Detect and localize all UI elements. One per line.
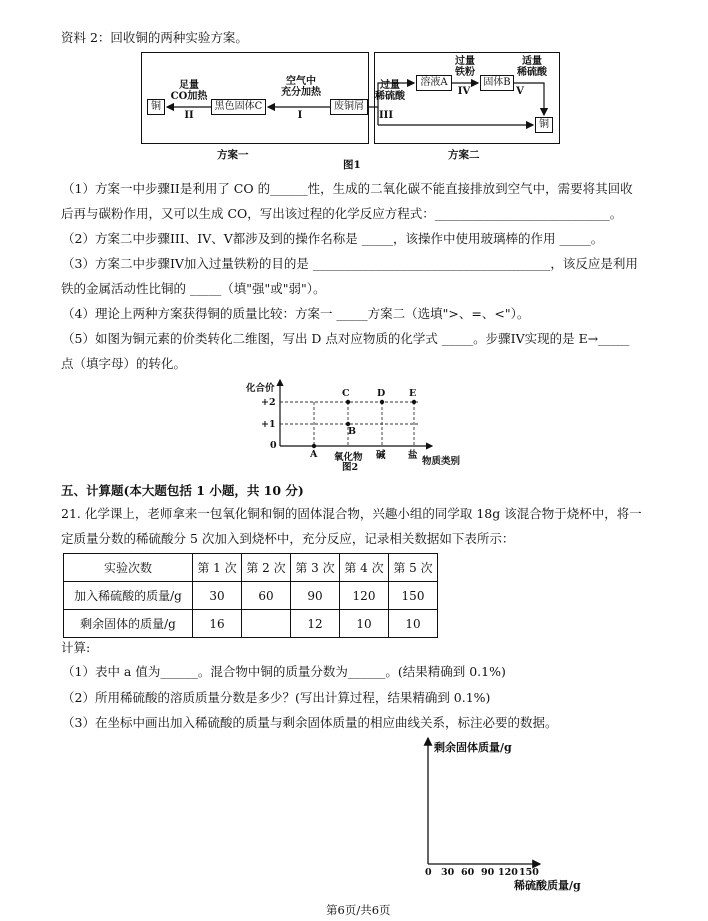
page-footer: 第6页/共6页 [326, 903, 391, 917]
fig2-ytick-1: +1 [261, 419, 276, 430]
box-black-solid: 黑色固体C [211, 99, 266, 115]
section-intro: 资料 2：回收铜的两种实验方案。 [61, 30, 248, 45]
q5-line1: （5）如图为铜元素的价类转化二维图，写出 D 点对应物质的化学式 _____。步骤IV实现的是 E→_____ [62, 331, 630, 346]
fig2-xlabel: 物质类别 [422, 456, 461, 467]
box-solid-b: 固体B [480, 75, 514, 91]
fig2-point-label-b: B [348, 426, 357, 437]
fig3-xtick: 0 [425, 867, 432, 878]
fig3-xtick: 60 [461, 867, 475, 878]
plan2-caption: 方案二 [448, 149, 480, 161]
fig3-xtick: 120 [498, 867, 518, 878]
step5-label: 适量 稀硫酸 [517, 56, 547, 78]
step4-num: IV [457, 86, 471, 97]
fig2-xcat-base: 碱 [376, 450, 386, 461]
fig3-xlabel: 稀硫酸质量/g [514, 879, 581, 892]
table-cell: 16 [193, 610, 242, 638]
table-cell: 12 [291, 610, 340, 638]
fig3-xtick: 30 [441, 867, 455, 878]
fig2-ylabel: 化合价 [246, 383, 275, 394]
q21-line2: 定质量分数的稀硫酸分 5 次加入到烧杯中，充分反应，记录相关数据如下表所示： [61, 531, 515, 546]
table-cell: 加入稀硫酸的质量/g [64, 582, 193, 610]
box-scrap-copper: 废铜屑 [330, 99, 368, 115]
fig2-xcat-salt: 盐 [408, 450, 418, 461]
q3-line1: （3）方案二中步骤IV加入过量铁粉的目的是 ______________________________________，该反应是利用 [62, 256, 638, 271]
fig3-xtick: 90 [481, 867, 495, 878]
fig3-ylabel: 剩余固体质量/g [434, 741, 512, 754]
q1-line2: 后再与碳粉作用，又可以生成 CO，写出该过程的化学反应方程式：____________________________。 [61, 206, 623, 221]
step3-num: III [378, 110, 394, 121]
fig2-ytick-2: +2 [261, 397, 276, 408]
table-header-cell: 第 5 次 [389, 554, 438, 582]
table-cell: 30 [193, 582, 242, 610]
q2-line: （2）方案二中步骤III、IV、V都涉及到的操作名称是 _____，该操作中使用玻璃棒的作用 _____。 [62, 231, 604, 246]
fig2-caption: 图2 [342, 462, 359, 473]
fig2-ytick-0: 0 [270, 440, 277, 451]
fig2-point-label-c: C [342, 388, 350, 399]
table-header-cell: 第 3 次 [291, 554, 340, 582]
table-cell: 60 [242, 582, 291, 610]
step1-num: I [297, 110, 303, 121]
step4-label: 过量 铁粉 [455, 56, 475, 78]
table-cell: 10 [340, 610, 389, 638]
q1-line1: （1）方案一中步骤II是利用了 CO 的______性，生成的二氧化碳不能直接排放到空气中，需要将其回收 [62, 181, 633, 196]
table-cell: 90 [291, 582, 340, 610]
box-copper-2: 铜 [535, 117, 553, 133]
calc-label: 计算: [61, 640, 91, 655]
fig2-point-label-d: D [377, 388, 386, 399]
q5-line2: 点（填字母）的转化。 [61, 356, 187, 371]
step3-label: 过量 稀硫酸 [375, 80, 405, 102]
fig3-xtick: 150 [519, 867, 539, 878]
fig2-point-label-e: E [409, 388, 417, 399]
table-cell: 10 [389, 610, 438, 638]
plan1-caption: 方案一 [217, 149, 249, 161]
box-solution-a: 溶液A [416, 75, 452, 91]
step1-label: 空气中 充分加热 [281, 76, 321, 98]
calc-q2: （2）所用稀硫酸的溶质质量分数是多少？(写出计算过程，结果精确到 0.1%) [62, 690, 491, 705]
table-header-cell: 实验次数 [64, 554, 193, 582]
step5-num: V [516, 86, 524, 97]
calc-q3: （3）在坐标中画出加入稀硫酸的质量与剩余固体质量的相应曲线关系，标注必要的数据。 [62, 715, 558, 730]
box-copper-1: 铜 [147, 99, 165, 115]
calc-q1: （1）表中 a 值为______。混合物中铜的质量分数为______。(结果精确到 0.1%) [62, 664, 506, 679]
fig2-xcat-a: A [310, 449, 318, 460]
table-header-cell: 第 1 次 [193, 554, 242, 582]
q4-line: （4）理论上两种方案获得铜的质量比较：方案一 _____方案二（选填">、=、<"）。 [62, 306, 530, 321]
step2-num: II [184, 110, 194, 121]
table-cell: 120 [340, 582, 389, 610]
table-cell: 150 [389, 582, 438, 610]
q3-line2: 铁的金属活动性比铜的 _____（填"强"或"弱"）。 [61, 281, 326, 296]
table-cell: 剩余固体的质量/g [64, 610, 193, 638]
figure-1-caption: 图1 [343, 159, 361, 171]
fig2-xcat-oxide: 氧化物 [334, 452, 363, 463]
step2-label: 足量 CO加热 [170, 80, 208, 102]
section5-title: 五、计算题(本大题包括 1 小题，共 10 分) [61, 483, 304, 498]
table-header-cell: 第 2 次 [242, 554, 291, 582]
q21-line1: 21. 化学课上，老师拿来一包氧化铜和铜的固体混合物，兴趣小组的同学取 18g 该混合物于烧杯中，将一 [61, 506, 642, 521]
table-header-cell: 第 4 次 [340, 554, 389, 582]
